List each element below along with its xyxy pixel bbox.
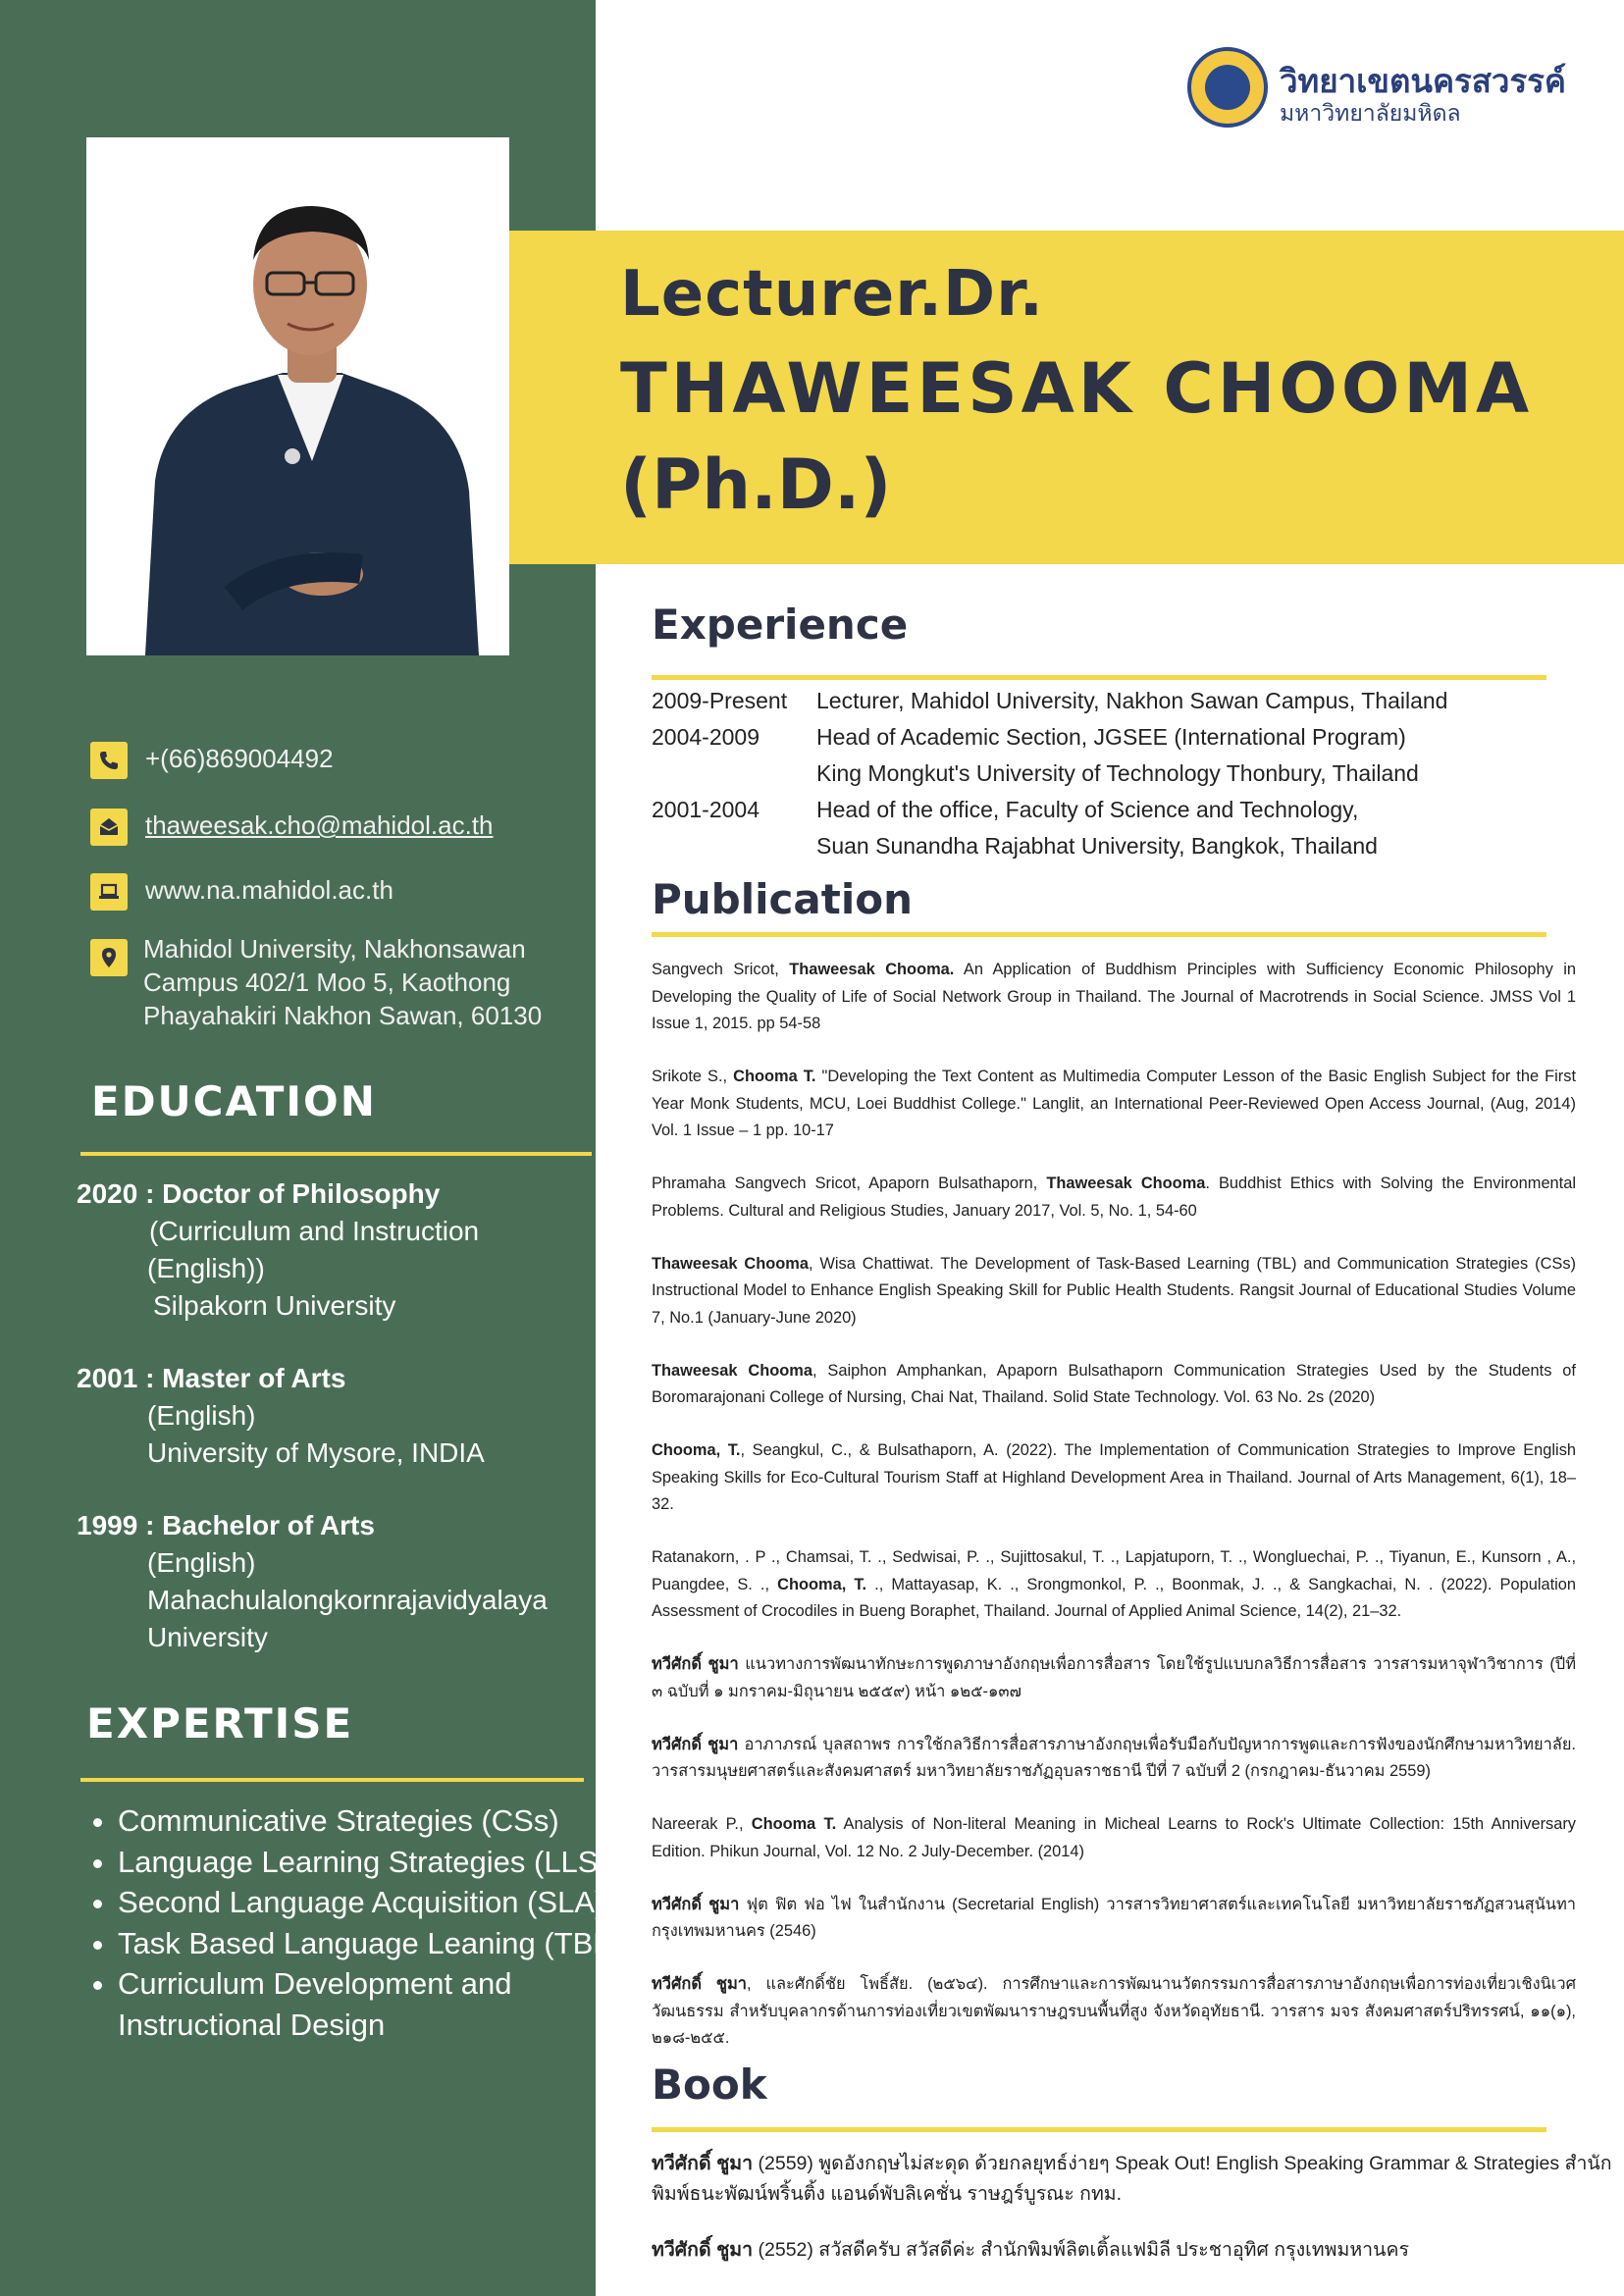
experience-heading: Experience [652, 600, 909, 649]
expertise-heading: EXPERTISE [86, 1699, 354, 1748]
university-logo [1187, 47, 1580, 135]
phone-number: +(66)869004492 [145, 744, 334, 773]
title-name: THAWEESAK CHOOMA [620, 348, 1534, 429]
experience-row [652, 828, 1447, 864]
publication-item: Thaweesak Chooma, Saiphon Amphankan, Apaporn Bulsathaporn Communication Strategies Used by the Students of Boromarajonani College of Nursing, Chai Nat, Thailand. Solid State Technology. Vol. 63 No. 2s (2020) [652, 1361, 1576, 1406]
publication-item: ทวีศักดิ์ ชูมา, และศักดิ์ชัย โพธิ์สัย. (๒๕๖๔). การศึกษาและการพัฒนานวัตกรรมการสื่อสารภาษาอังกฤษเพื่อการท่องเที่ยวเชิงนิเวศวัฒนธรรม สำหรับบุคลากรด้านการท่องเที่ยวเขตพัฒนาราษฎรบนพื้นที่สูง จังหวัดอุทัยธานี. วารสาร มจร สังคมศาสตร์ปริทรรศน์, ๑๑(๑), ๒๑๘-๒๕๕. [652, 1975, 1576, 2047]
education-line: (English)) [147, 1253, 265, 1283]
address-line: Phayahakiri Nakhon Sawan, 60130 [143, 1001, 543, 1030]
publication-item: Thaweesak Chooma, Wisa Chattiwat. The Development of Task-Based Learning (TBL) and Communication Strategies (CSs) Instructional Model to Enhance English Speaking Skill for Public Health Students. Rangsit Journal of Educational Studies Volume 7, No.1 (January-June 2020) [652, 1254, 1576, 1327]
book-list [652, 2149, 1613, 2291]
education-line: University of Mysore, INDIA [147, 1437, 485, 1468]
experience-text: Head of Academic Section, JGSEE (International Program) [816, 724, 1406, 750]
title-rank: Lecturer.Dr. [620, 258, 1044, 331]
experience-years: 2004-2009 [652, 724, 760, 750]
expertise-rule [80, 1778, 584, 1782]
publication-item: ทวีศักดิ์ ชูมา ฟุต ฟิต ฟอ ไฟ ในสำนักงาน (Secretarial English) วารสารวิทยาศาสตร์และเทคโนโลยี มหาวิทยาลัยราชภัฏสวนสุนันทา กรุงเทพมหานคร (2546) [652, 1895, 1576, 1940]
university-seal-icon [1187, 47, 1268, 128]
publication-item: Phramaha Sangvech Sricot, Apaporn Bulsathaporn, Thaweesak Chooma. Buddhist Ethics with Solving the Environmental Problems. Cultural and Religious Studies, January 2017, Vol. 5, No. 1, 54-60 [652, 1174, 1576, 1220]
education-line: Silpakorn University [153, 1290, 396, 1321]
email-link[interactable]: thaweesak.cho@mahidol.ac.th [145, 810, 494, 840]
education-degree: 1999 : Bachelor of Arts [77, 1510, 375, 1540]
publication-list [652, 957, 1576, 2078]
experience-text: King Mongkut's University of Technology Thonbury, Thailand [816, 760, 1419, 786]
publication-rule [652, 932, 1546, 937]
expertise-item: • Language Learning Strategies (LLS) [118, 1842, 628, 1883]
experience-text: Head of the office, Faculty of Science and Technology, [816, 797, 1359, 822]
address-line: Campus 402/1 Moo 5, Kaothong [143, 967, 511, 997]
education-degree: 2020 : Doctor of Philosophy [77, 1178, 441, 1209]
education-line: (English) [147, 1547, 256, 1578]
address-line: Mahidol University, Nakhonsawan [143, 934, 526, 964]
phone-icon [90, 742, 128, 779]
experience-row [652, 683, 1447, 719]
experience-list [652, 683, 1447, 864]
laptop-icon [90, 873, 128, 911]
title-degree: (Ph.D.) [620, 444, 892, 525]
expertise-item: • Communicative Strategies (CSs) [118, 1800, 628, 1842]
experience-row [652, 792, 1447, 828]
publication-item: Chooma, T., Seangkul, C., & Bulsathaporn, A. (2022). The Implementation of Communication Strategies to Improve English Speaking Skills for Eco-Cultural Tourism Staff at Highland Development Area in Thailand. Journal of Arts Management, 6(1), 18–32. [652, 1441, 1576, 1513]
map-pin-icon [90, 939, 128, 976]
expertise-list [80, 1800, 628, 2045]
education-rule [80, 1152, 592, 1156]
education-line: (Curriculum and Instruction [149, 1216, 480, 1246]
logo-university-name: มหาวิทยาลัยมหิดล [1280, 100, 1461, 126]
expertise-item: • Task Based Language Leaning (TBL) [118, 1923, 628, 1964]
experience-row [652, 719, 1447, 756]
experience-years: 2001-2004 [652, 797, 760, 822]
experience-years [652, 828, 816, 864]
publication-item: Srikote S., Chooma T. "Developing the Text Content as Multimedia Computer Lesson of the Basic English Subject for the First Year Monk Students, MCU, Loei Buddhist College." Langlit, an International Peer-Reviewed Open Access Journal, (Aug, 2014) Vol. 1 Issue – 1 pp. 10-17 [652, 1068, 1576, 1139]
education-item [77, 1507, 597, 1656]
publication-item: Sangvech Sricot, Thaweesak Chooma. An Application of Buddhism Principles with Sufficiency Economic Philosophy in Developing the Quality of Life of Social Network Group in Thailand. The Journal of Macrotrends in Social Science. JMSS Vol 1 Issue 1, 2015. pp 54-58 [652, 961, 1576, 1032]
address-text [143, 932, 542, 1032]
education-item [77, 1360, 597, 1472]
envelope-icon [90, 809, 128, 846]
experience-text: Suan Sunandha Rajabhat University, Bangkok, Thailand [816, 833, 1378, 859]
experience-rule [652, 675, 1546, 680]
publication-item: Ratanakorn, . P ., Chamsai, T. ., Sedwisai, P. ., Sujittosakul, T. ., Lapjatuporn, T. ., Wongluechai, P. ., Tiyanun, E., Kunsorn , A., Puangdee, S. ., Chooma, T. ., Mattayasap, K. ., Srongmonkol, P. ., Boonmak, J. ., & Sangkachai, N. . (2022). Population Assessment of Crocodiles in Bueng Boraphet, Thailand. Journal of Applied Animal Science, 14(2), 21–32. [652, 1548, 1576, 1620]
education-line: University [147, 1622, 268, 1652]
education-degree: 2001 : Master of Arts [77, 1363, 346, 1393]
publication-item: ทวีศักดิ์ ชูมา อาภาภรณ์ บุลสถาพร การใช้กลวิธีการสื่อสารภาษาอังกฤษเพื่อรับมือกับปัญหาการพูดและการฟังของนักศึกษามหาวิทยาลัย. วารสารมนุษยศาสตร์และสังคมศาสตร์ มหาวิทยาลัยราชภัฏอุบลราชธานี ปีที่ 7 ฉบับที่ 2 (กรกฎาคม-ธันวาคม 2559) [652, 1735, 1576, 1780]
book-item: ทวีศักดิ์ ชูมา (2559) พูดอังกฤษไม่สะดุด ด้วยกลยุทธ์ง่ายๆ Speak Out! English Speaking Grammar & Strategies สำนักพิมพ์ธนะพัฒน์พริ้นติ้ง แอนด์พับลิเคชั่น ราษฎร์บูรณะ กทม. [652, 2153, 1612, 2205]
publication-item: Nareerak P., Chooma T. Analysis of Non-literal Meaning in Micheal Learns to Rock's Ultimate Collection: 15th Anniversary Edition. Phikun Journal, Vol. 12 No. 2 July-December. (2014) [652, 1815, 1576, 1860]
website-link[interactable]: www.na.mahidol.ac.th [145, 875, 393, 905]
person-portrait-image [86, 137, 509, 655]
education-item [77, 1175, 597, 1325]
book-rule [652, 2127, 1546, 2132]
book-item: ทวีศักดิ์ ชูมา (2552) สวัสดีครับ สวัสดีค่ะ สำนักพิมพ์ลิตเติ้ลแฟมิลี ประชาอุทิศ กรุงเทพมหานคร [652, 2239, 1409, 2261]
experience-years [652, 756, 816, 792]
profile-photo [86, 137, 509, 655]
publication-item: ทวีศักดิ์ ชูมา แนวทางการพัฒนาทักษะการพูดภาษาอังกฤษเพื่อการสื่อสาร โดยใช้รูปแบบกลวิธีการสื่อสาร วารสารมหาจุฬาวิชาการ (ปีที่ ๓ ฉบับที่ ๑ มกราคม-มิถุนายน ๒๕๕๙) หน้า ๑๒๕-๑๓๗ [652, 1655, 1576, 1700]
logo-campus-name: วิทยาเขตนครสวรรค์ [1280, 63, 1566, 99]
education-line: (English) [147, 1400, 256, 1431]
book-heading: Book [652, 2061, 767, 2109]
education-line: Mahachulalongkornrajavidyalaya [147, 1585, 548, 1615]
experience-row [652, 756, 1447, 792]
page-title [620, 247, 1533, 534]
expertise-item: • Second Language Acquisition (SLA) [118, 1882, 628, 1923]
expertise-item: • Curriculum Development and Instructional Design [118, 1963, 628, 2045]
education-heading: EDUCATION [91, 1077, 377, 1125]
publication-heading: Publication [652, 875, 914, 923]
experience-years: 2009-Present [652, 688, 788, 713]
experience-text: Lecturer, Mahidol University, Nakhon Sawan Campus, Thailand [816, 688, 1448, 713]
